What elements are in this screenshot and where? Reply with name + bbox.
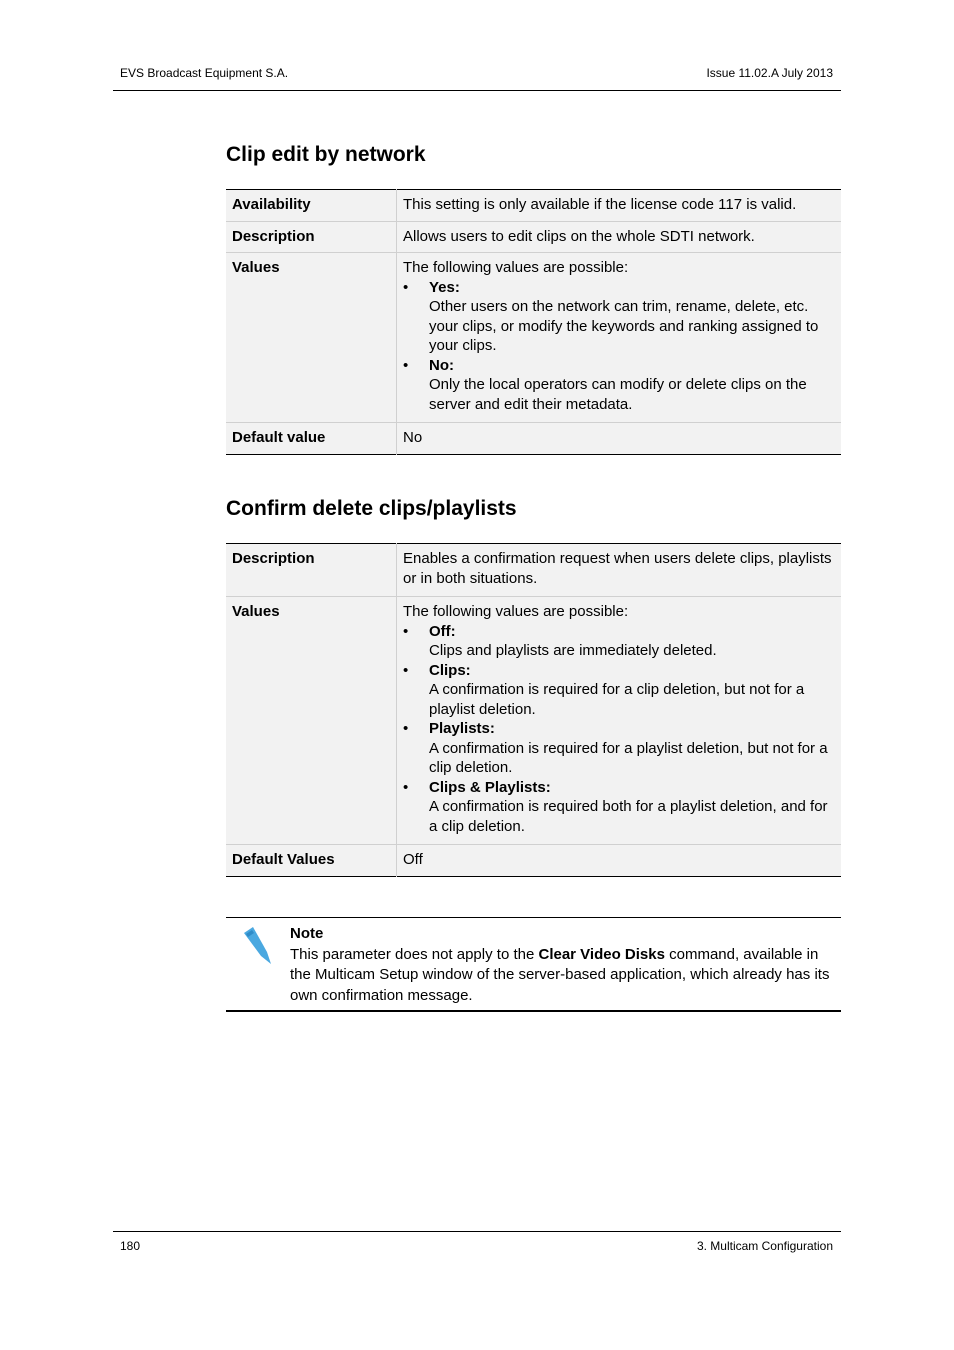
note-text <box>290 924 840 1006</box>
table-row <box>226 423 841 455</box>
row-label: Values <box>226 597 397 845</box>
table-row <box>226 253 841 423</box>
row-label: Default Values <box>226 845 397 877</box>
bullet-icon: • <box>403 661 409 679</box>
list-item <box>403 622 835 661</box>
option-desc: Only the local operators can modify or delete clips on the server and edit their metadata. <box>429 376 807 413</box>
footer-chapter: 3. Multicam Configuration <box>696 1239 833 1253</box>
note-box <box>226 917 841 1012</box>
list-item <box>403 661 835 720</box>
row-value: No <box>397 423 842 455</box>
option-name: Clips: <box>429 661 471 679</box>
option-desc: Clips and playlists are immediately deleted. <box>429 642 717 659</box>
footer-page-number: 180 <box>120 1239 141 1253</box>
note-text-before: This parameter does not apply to the <box>290 945 539 963</box>
list-item <box>403 356 835 415</box>
option-desc: A confirmation is required for a clip deletion, but not for a playlist deletion. <box>429 681 805 718</box>
option-desc: A confirmation is required both for a playlist deletion, and for a clip deletion. <box>429 798 828 835</box>
option-name: Clips & Playlists: <box>429 778 551 796</box>
bullet-icon: • <box>403 622 409 640</box>
bullet-icon: • <box>403 356 409 374</box>
row-label: Description <box>226 544 397 597</box>
note-title: Note <box>290 925 324 942</box>
table-row <box>226 544 841 597</box>
list-item <box>403 719 835 778</box>
row-value: Allows users to edit clips on the whole SDTI network. <box>397 221 842 253</box>
note-text-after: command, available in the Multicam Setup window of the server-based application, which already has its own confirmation message. <box>290 945 830 1004</box>
row-value: This setting is only available if the license code 117 is valid. <box>397 190 842 222</box>
row-value: Enables a confirmation request when users delete clips, playlists or in both situations. <box>397 544 842 597</box>
page-header <box>113 66 841 91</box>
section2-table <box>226 543 841 877</box>
option-name: Off: <box>429 622 456 640</box>
option-name: No: <box>429 356 454 374</box>
row-label: Description <box>226 221 397 253</box>
values-intro: The following values are possible: <box>403 259 629 276</box>
table-row <box>226 221 841 253</box>
table-row <box>226 190 841 222</box>
option-desc: A confirmation is required for a playlist deletion, but not for a clip deletion. <box>429 739 828 776</box>
list-item <box>403 278 835 356</box>
option-name: Playlists: <box>429 720 495 737</box>
page-footer <box>113 1231 841 1253</box>
section1-title: Clip edit by network <box>226 143 426 166</box>
row-value <box>397 597 842 845</box>
note-bold-command: Clear Video Disks <box>538 945 665 963</box>
values-intro: The following values are possible: <box>403 603 629 620</box>
bullet-icon: • <box>403 278 409 296</box>
bullet-icon: • <box>403 720 409 737</box>
row-label: Values <box>226 253 397 423</box>
option-name: Yes: <box>429 278 460 296</box>
row-value: Off <box>397 845 842 877</box>
row-value <box>397 253 842 423</box>
section2-title: Confirm delete clips/playlists <box>226 497 517 520</box>
bullet-icon: • <box>403 778 409 796</box>
row-label: Default value <box>226 423 397 455</box>
table-row <box>226 597 841 845</box>
list-item <box>403 778 835 837</box>
pencil-icon <box>242 924 276 966</box>
header-company: EVS Broadcast Equipment S.A. <box>120 66 289 80</box>
table-row <box>226 845 841 877</box>
section1-table <box>226 189 841 455</box>
row-label: Availability <box>226 190 397 222</box>
option-desc: Other users on the network can trim, rename, delete, etc. your clips, or modify the keywords and ranking assigned to your clips. <box>429 298 819 354</box>
header-issue: Issue 11.02.A July 2013 <box>706 66 833 80</box>
